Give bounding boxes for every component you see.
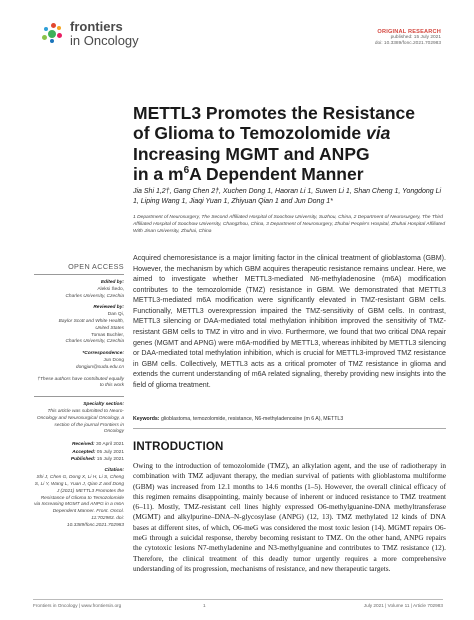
correspondence bbox=[34, 351, 124, 371]
title-superscript: 6 bbox=[183, 165, 190, 177]
edited-by bbox=[34, 280, 124, 300]
journal-name: in Oncology bbox=[70, 32, 139, 48]
editor-line: Aleksi Šedo, bbox=[97, 286, 124, 292]
accepted-label: Accepted: bbox=[72, 449, 96, 455]
published-label: Published: bbox=[70, 456, 96, 462]
author-list: Jia Shi 1,2†, Gang Chen 2†, Xuchen Dong 1, Haoran Li 1, Suwen Li 1, Shan Cheng 1, Yongdong Li 1, Liping Wang 1, Jiaqi Yuan 1, Zhiyuan Qian 1 and Jun Dong 1* bbox=[133, 188, 442, 206]
article-dates bbox=[34, 441, 124, 463]
sidebar-divider bbox=[34, 396, 124, 397]
reviewer-line: Tomas Buchler, bbox=[91, 332, 124, 338]
article-header-meta bbox=[375, 29, 441, 48]
citation bbox=[34, 468, 124, 529]
article-title bbox=[133, 103, 453, 184]
reviewed-by-heading: Reviewed by: bbox=[93, 305, 124, 311]
reviewer-line: Dan Qi, bbox=[107, 312, 124, 318]
brand-name: frontiers bbox=[70, 19, 123, 34]
citation-text: Shi J, Chen G, Dong X, Li H, Li S, Cheng S, Li Y, Wang L, Yuan J, Qian Z and Dong J (2021) METTL3 Promotes the Resistance of Glioma to Temozolomide via Increasing MGMT and ANPG in a m6A Dependent Manner. Front. Oncol. 11:702983. doi: 10.3389/fonc.2021.702983 bbox=[34, 475, 124, 528]
corresponding-email-link[interactable]: dongjun@suda.edu.cn bbox=[75, 364, 124, 370]
keywords bbox=[133, 416, 446, 422]
keywords-label: Keywords: bbox=[133, 416, 160, 422]
reviewed-by bbox=[34, 305, 124, 346]
footer-issue-info: July 2021 | Volume 11 | Article 702983 bbox=[363, 603, 443, 608]
abstract-text: Acquired chemoresistance is a major limiting factor in the clinical treatment of glioblastoma (GBM). However, the mechanism by which GBM acquires therapeutic resistance remains unclear. Here, we aimed to investigate whether METTL3-mediated N6-methyladenosine (m6A) modification contributes to the temozolomide (TMZ) resistance in GBM. We demonstrated that METTL3 METTL3-mediated m6A modification were significantly elevated in TMZ-resistant GBM cells. Functionally, METTL3 overexpression impaired the TMZ-sensitivity of GBM cells. In contrast, METTL3 silencing or DAA-mediated total methylation inhibition improved the sensitivity of TMZ-resistant GBM cells to TMZ in vitro and in vivo. Furthermore, we found that two critical DNA repair genes (MGMT and APNG) were m6A-modified by METTL3, whereas inhibited by METTL3 silencing or DAA-mediated total methylation inhibition, which is crucial for METTL3-improved TMZ resistance in GBM cells. Collectively, METTL3 acts as a critical promoter of TMZ resistance in glioma and extends the current understanding of m6A related signaling, thereby providing new insights into the field of glioma treatment. bbox=[133, 254, 446, 389]
title-line-4b: A Dependent Manner bbox=[189, 163, 364, 184]
citation-heading: Citation: bbox=[104, 468, 124, 474]
title-line-1: METTL3 Promotes the Resistance bbox=[133, 103, 416, 123]
published-date-sidebar: 15 July 2021 bbox=[96, 456, 124, 462]
published-date: published: 15 July 2021 bbox=[390, 35, 441, 40]
edited-by-heading: Edited by: bbox=[100, 280, 124, 285]
equal-contribution-note: †These authors have contributed equally to this work bbox=[37, 376, 124, 389]
received-date: 30 April 2021 bbox=[95, 442, 124, 448]
section-divider bbox=[133, 428, 446, 429]
specialty-section-heading: Specialty section: bbox=[83, 402, 124, 408]
article-type: ORIGINAL RESEARCH bbox=[377, 29, 441, 35]
specialty-section bbox=[34, 402, 124, 436]
affiliations: 1 Department of Neurosurgery, The Second Affiliated Hospital of Soochow University, Suzhou, China, 2 Department of Neurosurgery, The Third Affiliated Hospital of Soochow University, Changzhou, China, 3 Department of Neurosurgery, Zhuhai People's Hospital, Zhuhai Hospital Affiliated With Jinan University, Zhuhai, China bbox=[133, 215, 446, 235]
page-number: 1 bbox=[203, 603, 206, 608]
journal-logo bbox=[42, 20, 139, 47]
doi-link[interactable]: doi: 10.3389/fonc.2021.702983 bbox=[374, 41, 441, 47]
keywords-list: glioblastoma, temozolomide, resistance, N6-methyladenosine (m 6 A), METTL3 bbox=[160, 416, 344, 422]
title-line-2: of Glioma to Temozolomide bbox=[133, 123, 367, 144]
footer-journal-link[interactable]: Frontiers in Oncology | www.frontiersin.org bbox=[33, 603, 122, 608]
title-line-4a: in a m bbox=[133, 163, 184, 184]
title-line-2-italic: via bbox=[366, 123, 391, 144]
open-access-label: OPEN ACCESS bbox=[34, 262, 124, 275]
corresponding-author: Jun Dong bbox=[103, 357, 124, 363]
received-label: Received: bbox=[71, 442, 95, 448]
reviewer-line: Charles University, Czechia bbox=[65, 339, 124, 345]
introduction-text: Owing to the introduction of temozolomide (TMZ), an alkylation agent, and the use of radiotherapy in combination with TMZ adjuvant therapy, the median survival of patients with glioblastoma multiforme (GBM) was increased from 12.1 months to 14.6 months (1–5). However, the overall clinical efficacy of this regimen remains disappointing, mainly because of inherent or induced resistance to TMZ treatment (6–11). Mostly, TMZ-resistant cell lines highly expressed O6-methylguanine-DNA methyltransferase (MGMT) and alkylpurine–DNA–N-glycosylase (ANPG) (12, 13). TMZ methylated 12 kinds of DNA bases at different sites, of which, O6-meG was considered the most toxic lesion (14). MGMT repairs O6-meG through a suicidal response, thereby becoming resistant to TMZ. On the other hand, ANPG repairs the cytotoxic lesions N7-methyladenine and N3-methylguanine and contributes to TMZ resistance (12). Therefore, the clinical treatment of this deadly tumor urgently requires a more comprehensive understanding of its progression, mechanisms of resistance, and new therapeutic targets. bbox=[133, 461, 446, 573]
article-sidebar bbox=[34, 262, 124, 535]
specialty-section-text: This article was submitted to Neuro-Oncology and Neurosurgical Oncology, a section of the journal Frontiers in Oncology bbox=[36, 408, 124, 435]
introduction-heading: INTRODUCTION bbox=[133, 441, 224, 453]
title-line-3: Increasing MGMT and ANPG bbox=[133, 143, 370, 164]
reviewer-line: United States bbox=[95, 325, 124, 331]
editor-line: Charles University, Czechia bbox=[65, 293, 124, 299]
frontiers-logo-icon bbox=[42, 23, 64, 45]
accepted-date: 05 July 2021 bbox=[96, 449, 124, 455]
footer-divider bbox=[33, 599, 443, 600]
reviewer-line: Baylor Scott and White Health, bbox=[58, 318, 124, 324]
correspondence-heading: *Correspondence: bbox=[82, 351, 124, 357]
